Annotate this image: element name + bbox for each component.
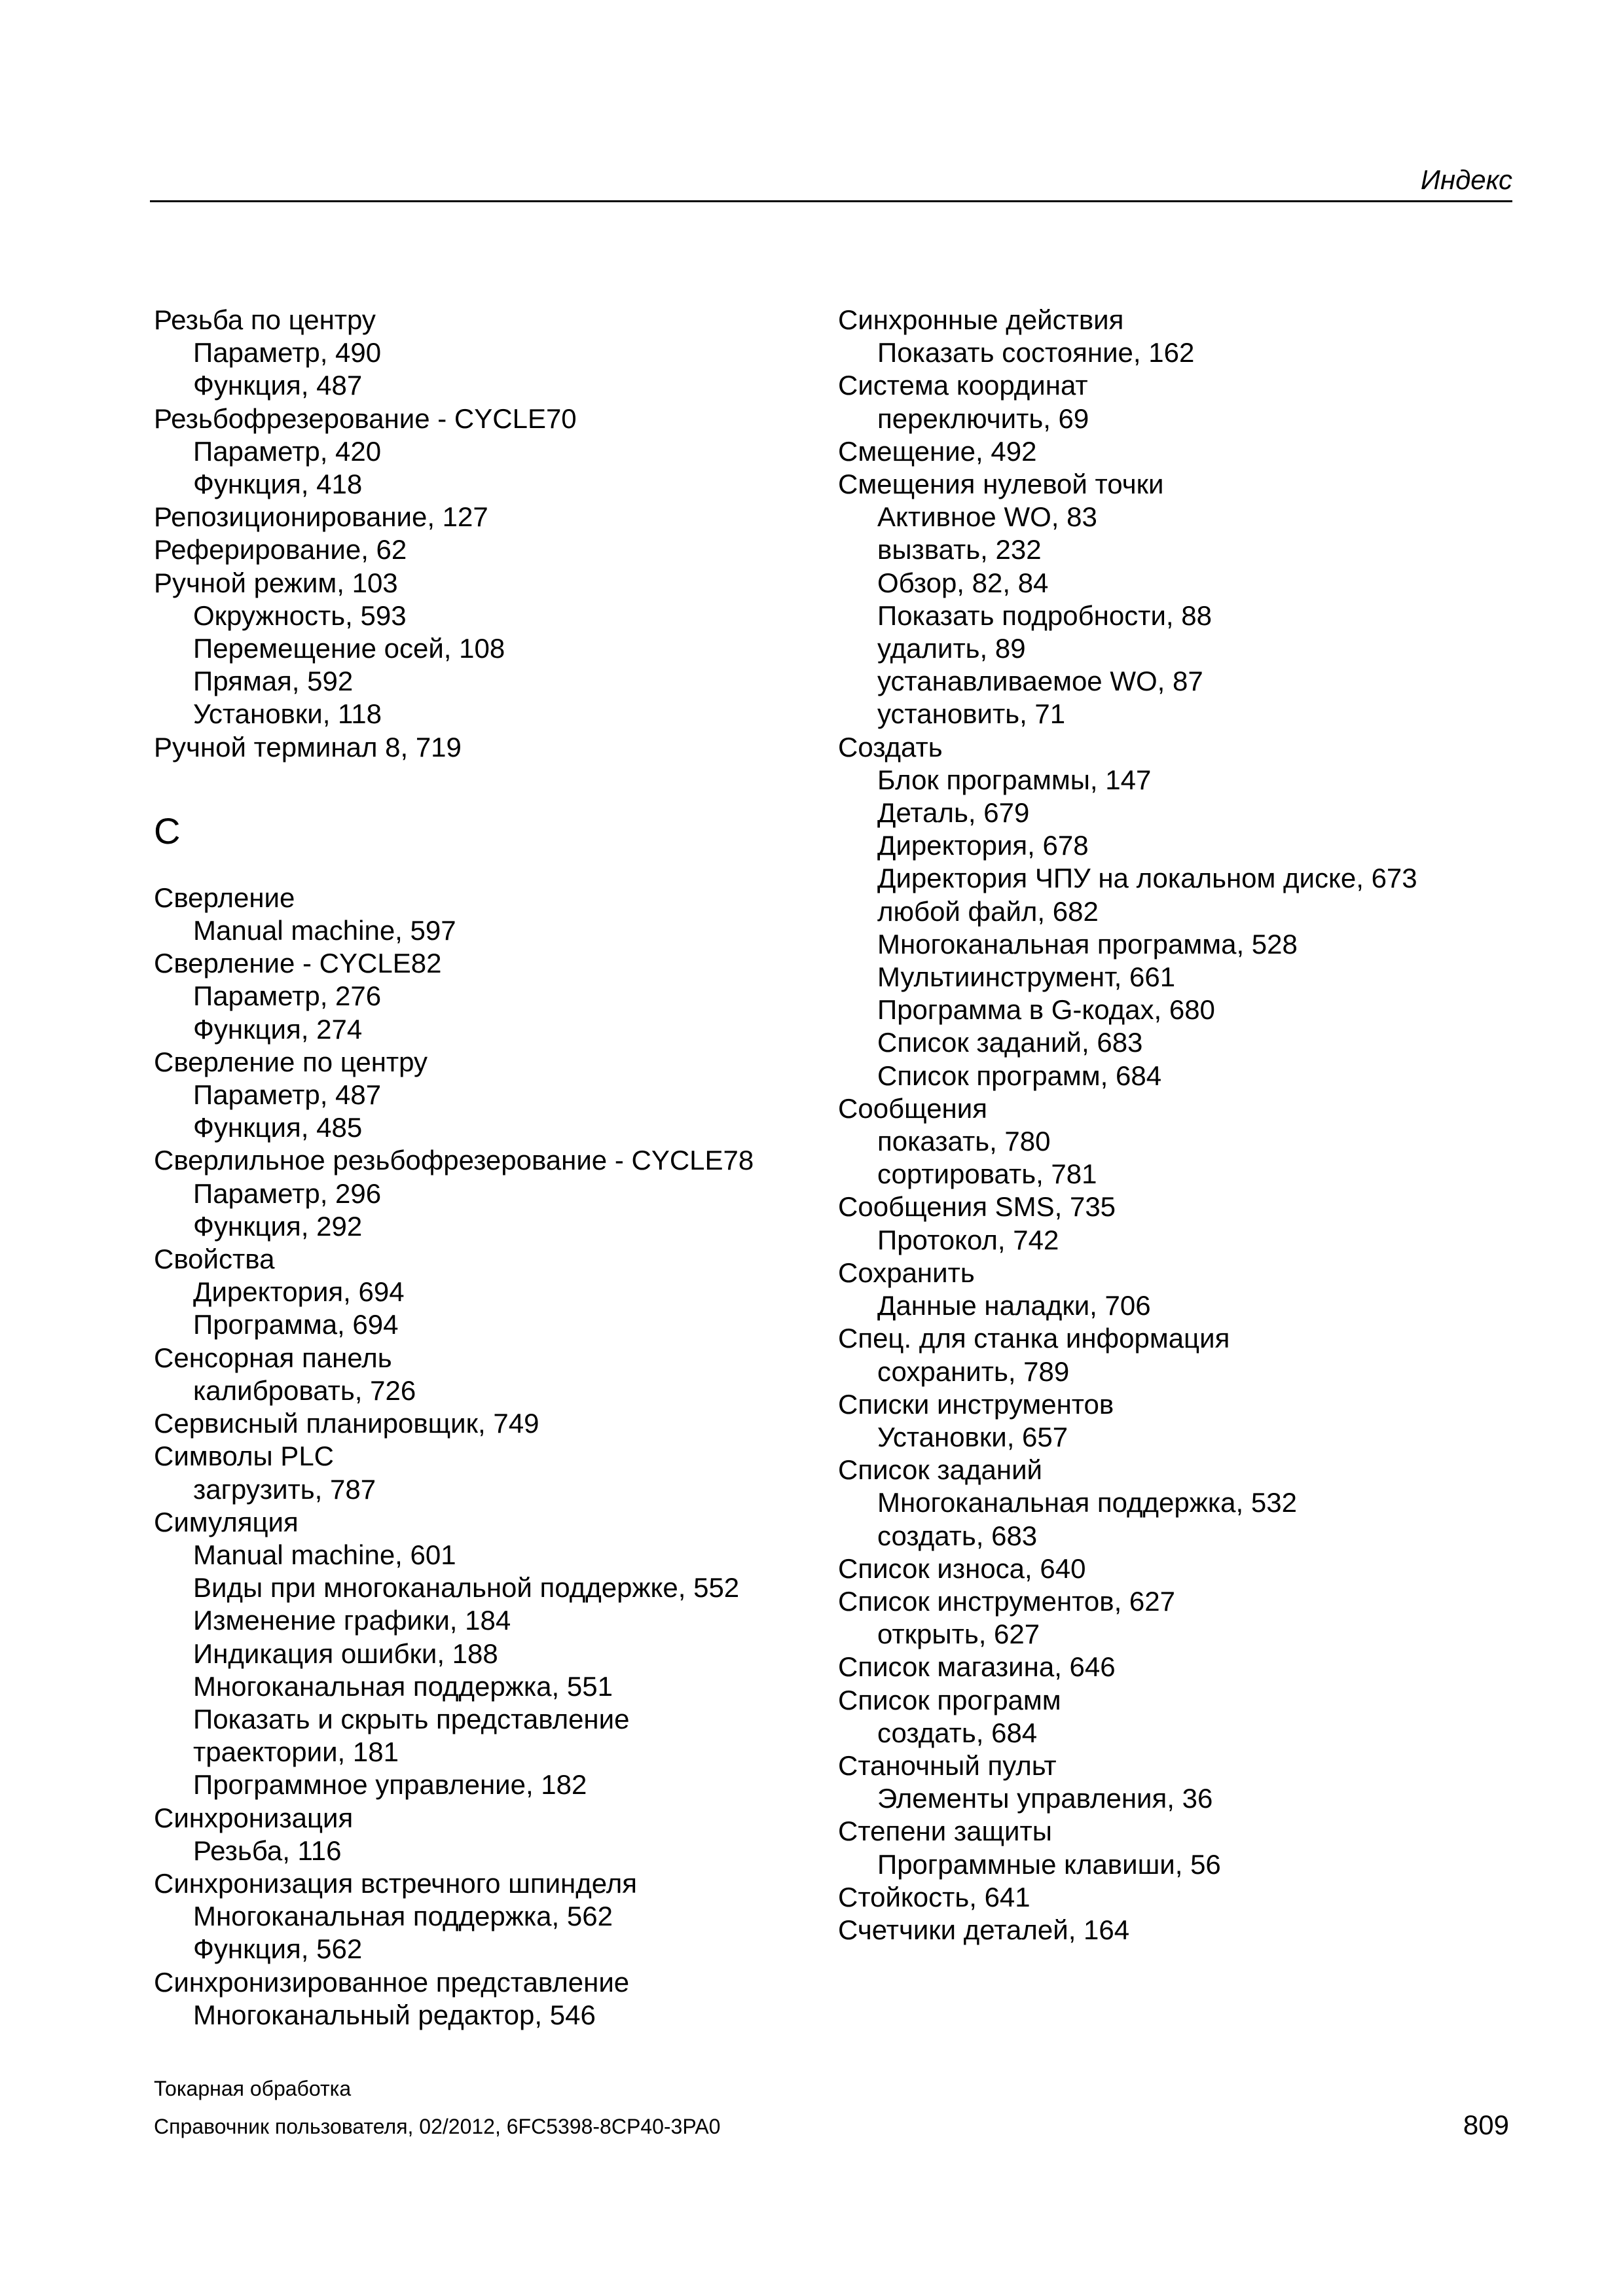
index-subentry: Программное управление, 182	[193, 1769, 587, 1801]
index-subentry: сортировать, 781	[877, 1158, 1097, 1190]
index-subentry: Показать состояние, 162	[877, 337, 1195, 368]
index-subentry: Показать и скрыть представление	[193, 1703, 630, 1734]
index-subentry: сохранить, 789	[877, 1355, 1070, 1387]
index-entry: Символы PLC	[154, 1441, 335, 1472]
index-subentry: Параметр, 490	[193, 337, 382, 368]
index-entry: Синхронизированное представление	[154, 1966, 630, 1998]
index-entry: Синхронизация	[154, 1802, 354, 1833]
index-entry: Ручной терминал 8, 719	[154, 731, 462, 762]
index-subentry: Программные клавиши, 56	[877, 1848, 1221, 1880]
index-subentry: Виды при многоканальной поддержке, 552	[193, 1572, 740, 1604]
index-subentry: Показать подробности, 88	[877, 600, 1212, 631]
index-entry: Система координат	[838, 370, 1088, 401]
index-entry: Список износа, 640	[838, 1552, 1086, 1584]
index-entry: Репозиционирование, 127	[154, 501, 488, 533]
index-subentry: траектории, 181	[193, 1736, 399, 1768]
footer-document-info: Справочник пользователя, 02/2012, 6FC5398-8CP40-3PA0	[154, 2115, 721, 2138]
index-entry: Стойкость, 641	[838, 1881, 1030, 1912]
index-subentry: создать, 683	[877, 1520, 1038, 1551]
index-subentry: вызвать, 232	[877, 534, 1042, 565]
index-entry: Резьбофрезерование - CYCLE70	[154, 403, 577, 434]
index-subentry: Данные наладки, 706	[877, 1290, 1151, 1321]
index-subentry: открыть, 627	[877, 1619, 1040, 1650]
index-subentry: Функция, 487	[193, 370, 363, 401]
index-letter-heading: С	[154, 810, 181, 852]
index-subentry: Деталь, 679	[877, 797, 1030, 829]
index-subentry: Функция, 485	[193, 1112, 363, 1143]
index-subentry: установить, 71	[877, 698, 1066, 730]
index-entry: Создать	[838, 731, 943, 762]
index-subentry: Блок программы, 147	[877, 764, 1152, 795]
index-entry: Сенсорная панель	[154, 1342, 392, 1373]
index-entry: Станочный пульт	[838, 1749, 1057, 1781]
index-subentry: Многоканальный редактор, 546	[193, 1999, 596, 2030]
header-rule	[150, 200, 1512, 202]
index-entry: Список заданий	[838, 1454, 1043, 1486]
index-entry: Резьба по центру	[154, 304, 376, 335]
index-subentry: удалить, 89	[877, 633, 1026, 664]
index-subentry: показать, 780	[877, 1126, 1051, 1157]
index-subentry: Элементы управления, 36	[877, 1783, 1213, 1814]
index-subentry: Установки, 657	[877, 1421, 1068, 1452]
index-entry: Сверление	[154, 882, 295, 913]
index-subentry: создать, 684	[877, 1717, 1038, 1748]
index-subentry: Функция, 418	[193, 469, 363, 500]
index-subentry: Параметр, 276	[193, 980, 382, 1012]
index-entry: Сверлильное резьбофрезерование - CYCLE78	[154, 1145, 754, 1176]
index-subentry: Manual machine, 601	[193, 1539, 456, 1570]
index-entry: Списки инструментов	[838, 1388, 1114, 1420]
index-subentry: Окружность, 593	[193, 600, 407, 631]
index-entry: Синхронизация встречного шпинделя	[154, 1867, 637, 1899]
index-subentry: Директория, 694	[193, 1276, 405, 1308]
index-subentry: переключить, 69	[877, 403, 1089, 434]
index-subentry: Перемещение осей, 108	[193, 633, 505, 664]
index-entry: Синхронные действия	[838, 304, 1124, 335]
index-subentry: Изменение графики, 184	[193, 1605, 511, 1636]
index-subentry: Параметр, 296	[193, 1177, 382, 1209]
index-subentry: любой файл, 682	[877, 895, 1099, 927]
index-column-right	[838, 304, 1512, 1946]
index-subentry: Индикация ошибки, 188	[193, 1638, 498, 1669]
index-subentry: загрузить, 787	[193, 1473, 376, 1505]
index-entry: Список программ	[838, 1684, 1061, 1715]
index-entry: Свойства	[154, 1244, 275, 1275]
page-number: 809	[1463, 2109, 1509, 2140]
index-subentry: Многоканальная поддержка, 532	[877, 1487, 1297, 1518]
index-subentry: Параметр, 420	[193, 435, 382, 467]
index-subentry: Многоканальная программа, 528	[877, 928, 1298, 960]
index-entry: Степени защиты	[838, 1816, 1052, 1847]
index-subentry: Протокол, 742	[877, 1224, 1059, 1255]
index-subentry: Программа, 694	[193, 1309, 399, 1340]
index-subentry: Список программ, 684	[877, 1060, 1162, 1091]
index-subentry: Функция, 562	[193, 1933, 363, 1965]
index-subentry: устанавливаемое WO, 87	[877, 666, 1203, 697]
index-subentry: Директория, 678	[877, 830, 1089, 861]
index-entry: Сервисный планировщик, 749	[154, 1408, 539, 1439]
index-entry: Ручной режим, 103	[154, 567, 398, 598]
index-subentry: Активное WO, 83	[877, 501, 1097, 533]
index-column-left	[154, 304, 809, 2032]
index-entry: Сверление - CYCLE82	[154, 948, 442, 979]
index-subentry: Функция, 274	[193, 1013, 363, 1045]
index-entry: Список магазина, 646	[838, 1651, 1116, 1683]
index-subentry: калибровать, 726	[193, 1374, 416, 1406]
index-entry: Смещение, 492	[838, 435, 1037, 467]
page-header-title: Индекс	[1420, 164, 1512, 195]
index-subentry: Прямая, 592	[193, 666, 354, 697]
index-subentry: Многоканальная поддержка, 562	[193, 1901, 613, 1932]
index-entry: Сохранить	[838, 1257, 975, 1288]
index-entry: Список инструментов, 627	[838, 1585, 1175, 1617]
index-subentry: Обзор, 82, 84	[877, 567, 1049, 598]
index-subentry: Установки, 118	[193, 698, 382, 730]
index-subentry: Параметр, 487	[193, 1079, 382, 1111]
index-subentry: Функция, 292	[193, 1210, 363, 1242]
index-entry: Сообщения SMS, 735	[838, 1191, 1116, 1223]
index-entry: Смещения нулевой точки	[838, 469, 1164, 500]
index-subentry: Список заданий, 683	[877, 1027, 1143, 1058]
index-subentry: Директория ЧПУ на локальном диске, 673	[877, 863, 1417, 894]
footer-document-title: Токарная обработка	[154, 2077, 352, 2100]
index-subentry: Многоканальная поддержка, 551	[193, 1670, 613, 1702]
index-entry: Счетчики деталей, 164	[838, 1914, 1130, 1945]
index-entry: Спец. для станка информация	[838, 1323, 1230, 1354]
index-subentry: Резьба, 116	[193, 1835, 342, 1866]
index-entry: Реферирование, 62	[154, 534, 407, 565]
index-subentry: Мультиинструмент, 661	[877, 961, 1176, 993]
index-entry: Симуляция	[154, 1506, 299, 1537]
index-entry: Сверление по центру	[154, 1046, 428, 1077]
index-subentry: Manual machine, 597	[193, 915, 456, 946]
index-entry: Сообщения	[838, 1092, 987, 1124]
index-subentry: Программа в G-кодах, 680	[877, 994, 1215, 1026]
